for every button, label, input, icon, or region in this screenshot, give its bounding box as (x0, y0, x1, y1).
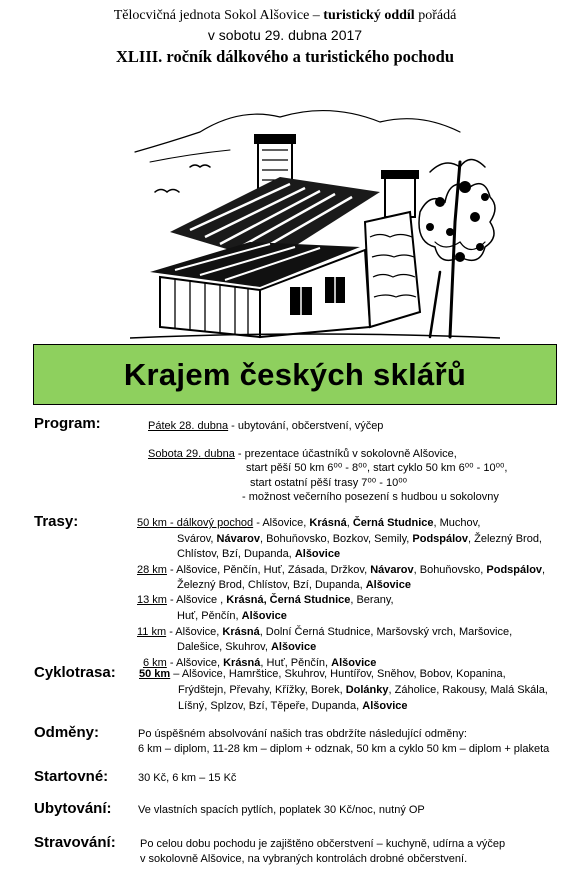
stravovani-line1: Po celou dobu pochodu je zajištěno občerstvení – kuchyně, udírna a výčep (140, 838, 506, 850)
stravovani-line2: v sokolovně Alšovice, na vybraných kontrolách drobné občerstvení. (140, 853, 468, 865)
odmeny-label: Odměny: (34, 724, 100, 741)
cyklo-label: Cyklotrasa: (34, 664, 116, 681)
route-bold: Alšovice (241, 610, 287, 622)
trasy-label: Trasy: (34, 513, 79, 530)
organizer-suffix: pořádá (414, 8, 457, 23)
route-text: , Huť, Pěnčín, (260, 657, 332, 669)
cyklo-line3 (178, 698, 408, 715)
route-text: Chlístov, Bzí, Dupanda, (177, 548, 295, 560)
route-text: - Alšovice , (166, 594, 227, 606)
route-28-dist: 28 km (137, 564, 167, 576)
startovne-text: 30 Kč, 6 km – 15 Kč (138, 772, 237, 784)
route-bold: Dolánky (345, 684, 389, 696)
route-bold: Alšovice (294, 548, 341, 560)
route-13 (137, 592, 394, 609)
route-bold: Návarov (370, 564, 414, 576)
route-text: – Alšovice, Hamrštice, Skuhrov, Huntířov, Sněhov, Bobov, Kopanina, (170, 668, 506, 680)
organizer-bold: turistický oddíl (323, 8, 415, 23)
ubytovani-text: Ve vlastních spacích pytlích, poplatek 30 Kč/noc, nutný OP (138, 804, 425, 816)
event-title: XLIII. ročník dálkového a turistického pochodu (115, 47, 455, 66)
route-text: Dalešice, Skuhrov, (177, 641, 271, 653)
odmeny-line2: 6 km – diplom, 11-28 km – diplom + odznak, 50 km a cyklo 50 km – diplom + plaketa (138, 743, 550, 755)
program-label: Program: (34, 415, 101, 432)
route-text: - Alšovice, (166, 657, 224, 669)
route-text: Frýdštejn, Převahy, Křížky, Borek, (178, 684, 346, 696)
cyklo-line2 (178, 682, 548, 699)
route-text: , Bohuňovsko, Bozkov, Semily, (259, 533, 413, 545)
route-bold: Alšovice (270, 641, 317, 653)
route-text: , Železný Brod, (468, 533, 542, 545)
program-evening: - možnost večerního posezení s hudbou u sokolovny (242, 491, 499, 503)
cyklo-route (139, 666, 506, 683)
route-11-line2 (177, 639, 316, 656)
route-bold: Návarov (216, 533, 260, 545)
route-13-dist: 13 km (137, 594, 167, 606)
friday-date: Pátek 28. dubna (148, 420, 229, 432)
route-text: , Dolní Černá Studnice, Maršovský vrch, Maršovice, (259, 626, 513, 638)
program-other-start: start ostatní pěší trasy 7⁰⁰ - 10⁰⁰ (250, 477, 408, 489)
route-50-dist: 50 km - dálkový pochod (137, 517, 254, 529)
route-text: Svárov, (177, 533, 217, 545)
route-bold: Podspálov (486, 564, 543, 576)
route-text: Huť, Pěnčín, (177, 610, 242, 622)
route-50-line3 (177, 546, 340, 563)
route-bold: Podspálov (412, 533, 469, 545)
route-bold: Alšovice (362, 700, 408, 712)
ubytovani-label: Ubytování: (34, 800, 112, 817)
route-text: , Bohuňovsko, (413, 564, 487, 576)
route-bold: Alšovice (331, 657, 377, 669)
saturday-text: - prezentace účastníků v sokolovně Alšovice, (234, 448, 457, 460)
route-6-dist: 6 km (143, 657, 167, 669)
route-bold: Krásná, Černá Studnice (226, 594, 351, 606)
route-bold: Alšovice (365, 579, 411, 591)
stravovani-label: Stravování: (34, 834, 116, 851)
route-bold: Krásná (309, 517, 347, 529)
organizer-text: Tělocvičná jednota Sokol Alšovice – (113, 8, 324, 23)
cottage-drawing-icon (130, 72, 500, 342)
banner-title: Krajem českých sklářů (123, 356, 467, 392)
odmeny-line1: Po úspěšném absolvování našich tras obdržíte následující odměny: (138, 728, 467, 740)
saturday-date: Sobota 29. dubna (148, 448, 235, 460)
cyklo-dist: 50 km (139, 668, 171, 680)
route-bold: Krásná (223, 657, 261, 669)
route-text: , (542, 564, 546, 576)
route-text: , Berany, (350, 594, 394, 606)
route-bold: Krásná (222, 626, 260, 638)
route-text: Líšný, Splzov, Bzí, Těpeře, Dupanda, (178, 700, 363, 712)
organizer-line (0, 8, 570, 24)
startovne-label: Startovné: (34, 768, 109, 785)
route-text: - Alšovice, (253, 517, 310, 529)
route-text: , Záholice, Rakousy, Malá Skála, (388, 684, 548, 696)
route-text: - Alšovice, (166, 626, 223, 638)
route-text: , (346, 517, 353, 529)
friday-text: - ubytování, občerstvení, výčep (228, 420, 384, 432)
title-banner (33, 344, 557, 405)
route-text: - Alšovice, Pěnčín, Huť, Zásada, Držkov, (166, 564, 371, 576)
route-50 (137, 515, 480, 532)
program-friday (148, 418, 383, 435)
route-13-line2 (177, 608, 287, 625)
program-start-times: start pěší 50 km 6⁰⁰ - 8⁰⁰, start cyklo 50 km 6⁰⁰ - 10⁰⁰, (246, 462, 508, 474)
event-date: v sobotu 29. dubna 2017 (207, 27, 363, 43)
route-11-dist: 11 km (137, 626, 167, 638)
route-text: Železný Brod, Chlístov, Bzí, Dupanda, (177, 579, 366, 591)
route-bold: Černá Studnice (352, 517, 434, 529)
route-text: , Muchov, (433, 517, 481, 529)
